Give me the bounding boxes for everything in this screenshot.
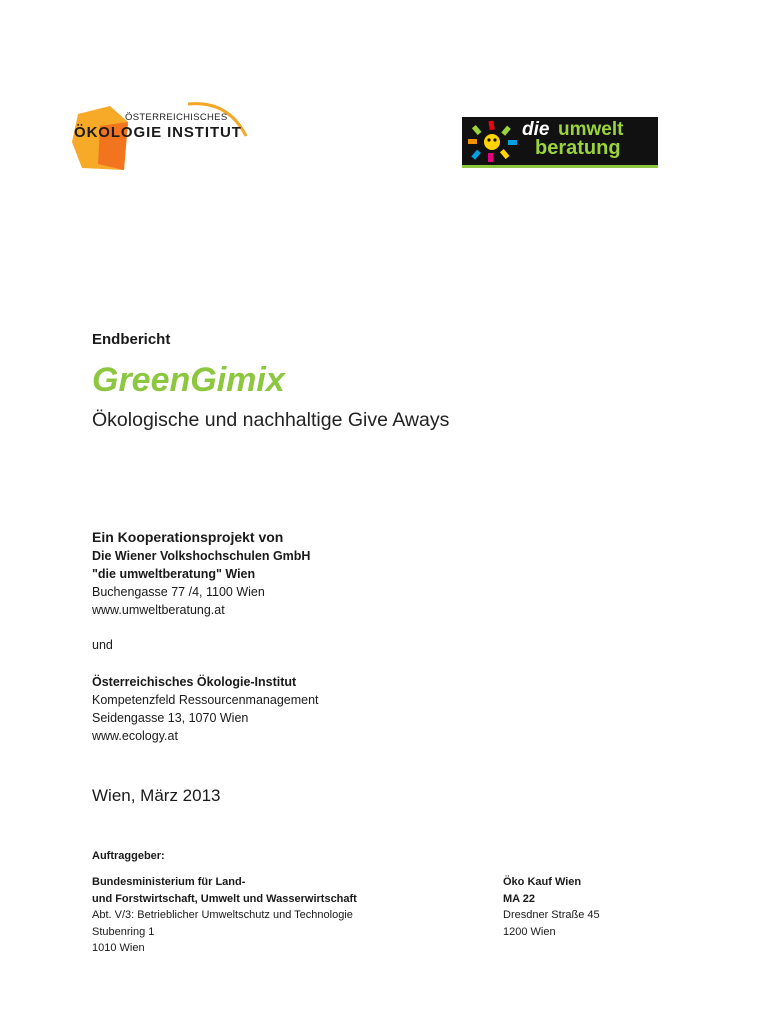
client-oekokauf-street: Dresdner Straße 45: [503, 909, 600, 921]
place-date: Wien, März 2013: [92, 786, 221, 805]
client-ministry-city: 1010 Wien: [92, 942, 145, 954]
cooperation-heading: Ein Kooperationsprojekt von: [92, 529, 284, 545]
report-type: Endbericht: [92, 331, 171, 348]
project-title: GreenGimix: [92, 361, 285, 399]
partner-vhs-name: Die Wiener Volkshochschulen GmbH: [92, 549, 311, 563]
client-ministry-name-1: Bundesministerium für Land-: [92, 876, 246, 888]
client-oekokauf-unit: MA 22: [503, 892, 535, 905]
client-oekokauf-block: [503, 874, 600, 940]
client-ministry-street: Stubenring 1: [92, 925, 155, 938]
ub-logo-die: die: [522, 119, 550, 140]
project-subtitle: Ökologische und nachhaltige Give Aways: [92, 409, 450, 431]
client-oekokauf-name: Öko Kauf Wien: [503, 876, 582, 888]
oei-logo-text-large: ÖKOLOGIE INSTITUT: [74, 124, 242, 141]
ub-logo-beratung: beratung: [535, 137, 621, 159]
partner-oei-address: Seidengasse 13, 1070 Wien: [92, 711, 249, 725]
client-ministry-name-2: und Forstwirtschaft, Umwelt und Wasserwirtschaft: [92, 892, 357, 905]
client-ministry-department: Abt. V/3: Betrieblicher Umweltschutz und Technologie: [92, 909, 353, 921]
client-ministry-block: [92, 874, 357, 957]
partner-vhs-block: [92, 547, 310, 619]
partner-oei-name: Österreichisches Ökologie-Institut: [92, 675, 297, 689]
ub-logo-umwelt: umwelt: [558, 119, 624, 140]
client-oekokauf-city: 1200 Wien: [503, 925, 556, 938]
and-word: und: [92, 638, 113, 652]
clients-heading: Auftraggeber:: [92, 850, 165, 862]
oei-logo-text-small: ÖSTERREICHISCHES: [125, 112, 228, 123]
partner-oei-block: [92, 673, 319, 745]
partner-vhs-url[interactable]: www.umweltberatung.at: [92, 603, 225, 617]
oekologie-institut-logo: [70, 96, 260, 172]
sun-icon: [468, 120, 520, 162]
umweltberatung-logo: [462, 117, 658, 168]
partner-oei-url[interactable]: www.ecology.at: [92, 729, 178, 743]
partner-vhs-subname: "die umweltberatung" Wien: [92, 567, 256, 581]
partner-vhs-address: Buchengasse 77 /4, 1100 Wien: [92, 585, 265, 599]
partner-oei-department: Kompetenzfeld Ressourcenmanagement: [92, 693, 319, 707]
